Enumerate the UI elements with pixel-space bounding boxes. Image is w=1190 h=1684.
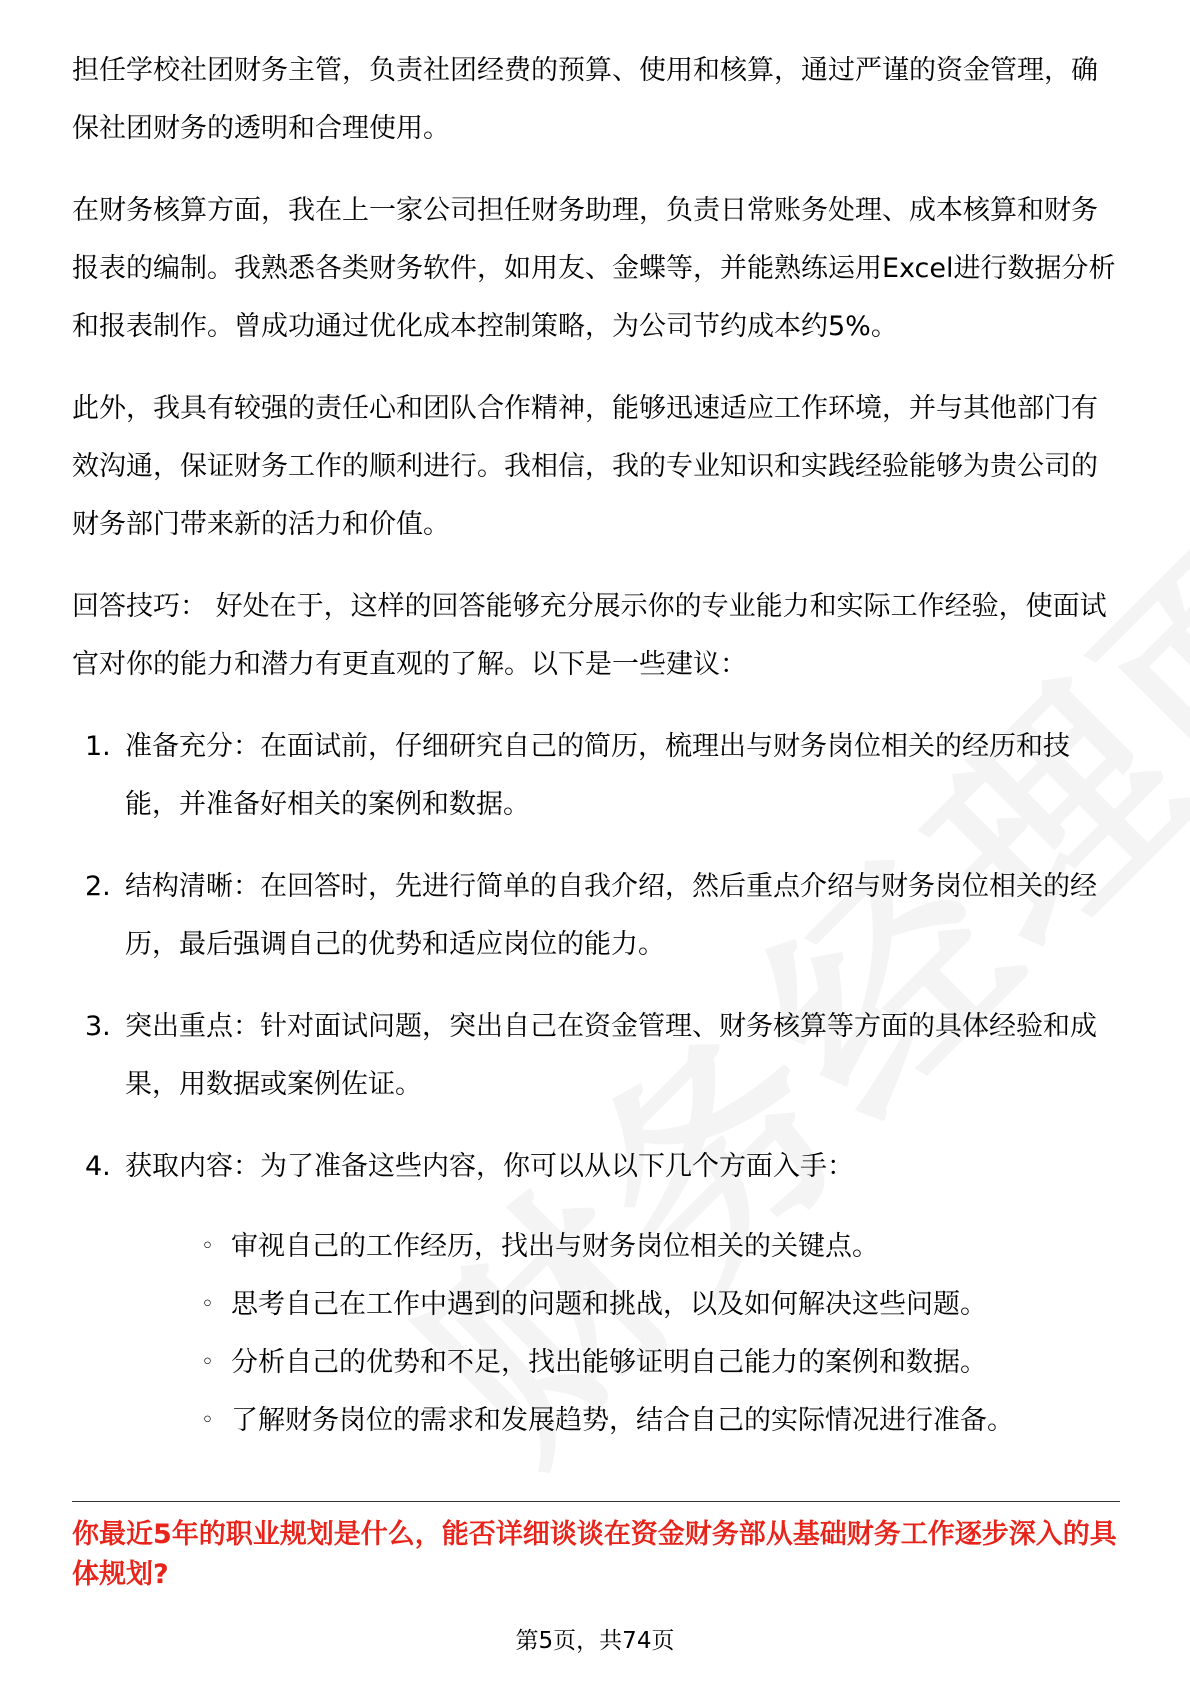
circle-bullet-icon: ◦	[201, 1408, 214, 1433]
list-item	[72, 718, 1120, 834]
paragraph: 在财务核算方面，我在上一家公司担任财务助理，负责日常账务处理、成本核算和财务报表的编制。我熟悉各类财务软件，如用友、金蝶等，并能熟练运用Excel进行数据分析和报表制作。曾成功通过优化成本控制策略，为公司节约成本约5%。	[72, 195, 1116, 342]
document-body	[72, 42, 1120, 1474]
paragraph: 担任学校社团财务主管，负责社团经费的预算、使用和核算，通过严谨的资金管理，确保社团财务的透明和合理使用。	[72, 55, 1098, 144]
sub-list-item	[125, 1218, 1120, 1276]
list-number: 2.	[85, 871, 111, 902]
sub-list-item	[125, 1334, 1120, 1392]
list-item	[72, 858, 1120, 974]
page-number: 第5页，共74页	[515, 1628, 675, 1654]
circle-bullet-icon: ◦	[201, 1292, 214, 1317]
paragraph: 此外，我具有较强的责任心和团队合作精神，能够迅速适应工作环境，并与其他部门有效沟通，保证财务工作的顺利进行。我相信，我的专业知识和实践经验能够为贵公司的财务部门带来新的活力和价值。	[72, 393, 1098, 540]
circle-bullet-icon: ◦	[201, 1234, 214, 1259]
divider	[72, 1501, 1120, 1502]
next-question-heading: 你最近5年的职业规划是什么，能否详细谈谈在资金财务部从基础财务工作逐步深入的具体规划?	[72, 1519, 1117, 1590]
list-number: 1.	[85, 731, 111, 762]
answer-tips-intro: 回答技巧： 好处在于，这样的回答能够充分展示你的专业能力和实际工作经验，使面试官对你的能力和潜力有更直观的了解。以下是一些建议：	[72, 591, 1107, 680]
list-item-text: 结构清晰：在回答时，先进行简单的自我介绍，然后重点介绍与财务岗位相关的经历，最后强调自己的优势和适应岗位的能力。	[125, 871, 1097, 960]
sub-list-item-text: 思考自己在工作中遇到的问题和挑战，以及如何解决这些问题。	[231, 1289, 987, 1320]
list-item-text: 获取内容：为了准备这些内容，你可以从以下几个方面入手：	[125, 1151, 854, 1182]
sub-list-item-text: 了解财务岗位的需求和发展趋势，结合自己的实际情况进行准备。	[231, 1405, 1014, 1436]
list-item	[72, 1138, 1120, 1450]
list-item	[72, 998, 1120, 1114]
sub-list-item-text: 分析自己的优势和不足，找出能够证明自己能力的案例和数据。	[231, 1347, 987, 1378]
tips-list	[72, 718, 1120, 1450]
list-number: 4.	[85, 1151, 111, 1182]
sub-list-item	[125, 1392, 1120, 1450]
sub-list	[125, 1218, 1120, 1450]
list-number: 3.	[85, 1011, 111, 1042]
sub-list-item	[125, 1276, 1120, 1334]
sub-list-item-text: 审视自己的工作经历，找出与财务岗位相关的关键点。	[231, 1231, 879, 1262]
circle-bullet-icon: ◦	[201, 1350, 214, 1375]
list-item-text: 准备充分：在面试前，仔细研究自己的简历，梳理出与财务岗位相关的经历和技能，并准备好相关的案例和数据。	[125, 731, 1070, 820]
list-item-text: 突出重点：针对面试问题，突出自己在资金管理、财务核算等方面的具体经验和成果，用数据或案例佐证。	[125, 1011, 1097, 1100]
